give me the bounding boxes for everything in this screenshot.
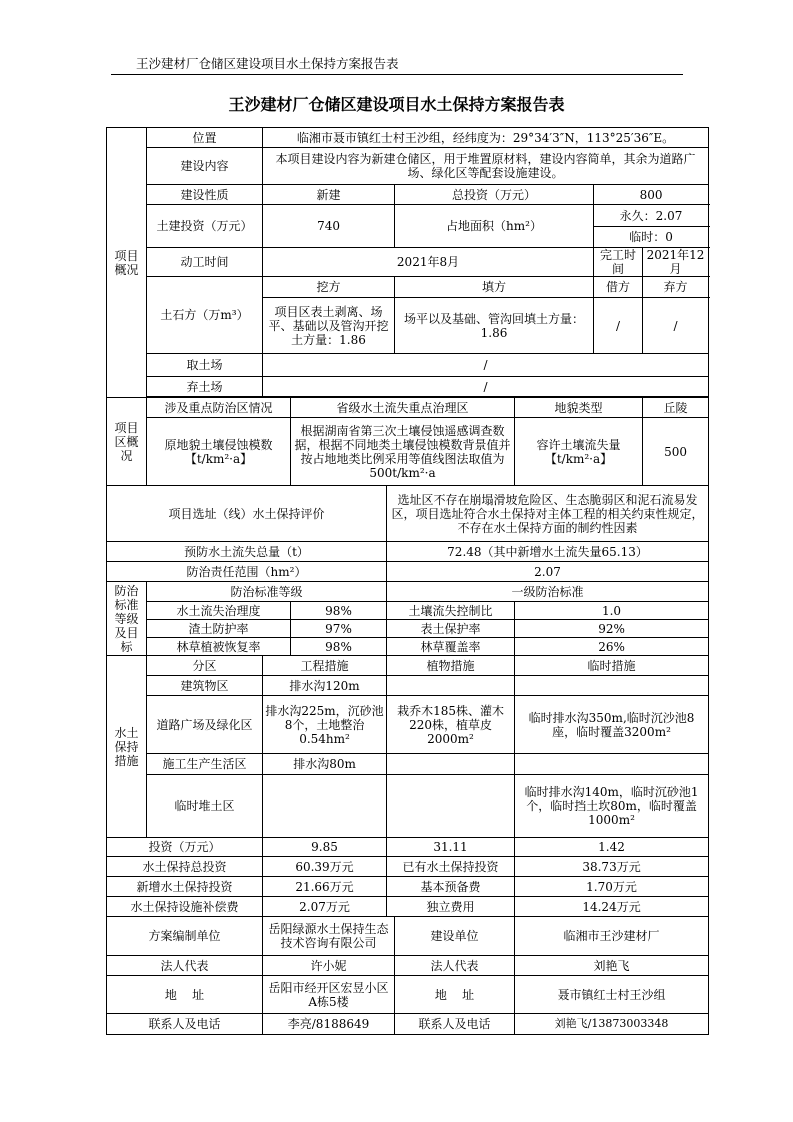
grade-value: 一级防治标准: [387, 582, 709, 602]
landform-label: 地貌类型: [515, 398, 643, 418]
new-invest-value: 21.66万元: [263, 877, 387, 897]
header-rule: [111, 74, 683, 75]
targets-group-label: 防治标准等级及目标: [107, 582, 147, 656]
overview-group-label: 项目概况: [107, 128, 147, 398]
target-value: 92%: [515, 620, 709, 638]
loss-total-value: 72.48（其中新增水土流失量65.13）: [387, 542, 709, 562]
address-value: 聂市镇红士村王沙组: [515, 976, 709, 1014]
measure-temp: [515, 676, 709, 696]
resp-area-label: 防治责任范围（hm²）: [107, 562, 387, 582]
borrow-label: 借方: [594, 277, 643, 298]
report-table: [106, 127, 709, 1035]
site-eval-value: 选址区不存在崩塌滑坡危险区、生态脆弱区和泥石流易发区，项目选址符合水土保持对主体工程的相关约束性规定，不存在水土保持方面的制约性因素: [387, 486, 709, 542]
target-label: 表土保护率: [387, 620, 515, 638]
measure-zone: 道路广场及绿化区: [147, 696, 263, 754]
cut-label: 挖方: [263, 277, 395, 298]
rep-value: 刘艳飞: [515, 956, 709, 976]
area-permanent: 永久：2.07: [594, 205, 709, 227]
fill-value: 场平以及基础、管沟回填土方量：1.86: [395, 298, 594, 354]
comp-fee-value: 2.07万元: [263, 897, 387, 917]
compiler-value: 岳阳绿源水土保持生态技术咨询有限公司: [263, 917, 395, 956]
indep-fee-label: 独立费用: [387, 897, 515, 917]
page-header: 王沙建材厂仓储区建设项目水土保持方案报告表: [136, 56, 399, 71]
measure-eng: 排水沟80m: [263, 754, 387, 775]
end-label: 完工时间: [594, 248, 643, 277]
civil-invest-value: 740: [263, 205, 395, 248]
target-label: 林草植被恢复率: [147, 638, 291, 656]
measure-temp: 临时排水沟140m，临时沉砂池1个，临时挡土坎80m，临时覆盖1000m²: [515, 775, 709, 838]
measure-temp: 临时排水沟350m,临时沉沙池8座，临时覆盖3200m²: [515, 696, 709, 754]
target-label: 渣土防护率: [147, 620, 291, 638]
target-label: 林草覆盖率: [387, 638, 515, 656]
invest-eng: 9.85: [263, 838, 387, 857]
invest-total-label: 总投资（万元）: [395, 185, 594, 205]
zone-group-label: 项目区概况: [107, 398, 147, 486]
erosion-value: 根据湖南省第三次土壤侵蚀遥感调查数据，根据不同地类土壤侵蚀模数背景值并按占地地类比例采用等值线图法取值为500t/km²·a: [291, 418, 515, 486]
location-value: 临湘市聂市镇红士村王沙组，经纬度为：29°34′3″N，113°25′36″E。: [263, 128, 709, 148]
measure-eng: 排水沟225m，沉砂池8个，土地整治0.54hm²: [263, 696, 387, 754]
measure-zone: 临时堆土区: [147, 775, 263, 838]
target-value: 98%: [291, 602, 387, 620]
existing-invest-label: 已有水土保持投资: [387, 857, 515, 877]
measures-group-label: 水土保持措施: [107, 656, 147, 838]
start-label: 动工时间: [147, 248, 263, 277]
location-label: 位置: [147, 128, 263, 148]
landform-value: 丘陵: [643, 398, 709, 418]
measure-eng: [263, 775, 387, 838]
measure-plant: [387, 676, 515, 696]
grade-label: 防治标准等级: [147, 582, 387, 602]
new-invest-label: 新增水土保持投资: [107, 877, 263, 897]
fill-label: 填方: [395, 277, 594, 298]
start-value: 2021年8月: [263, 248, 594, 277]
target-label: 水土流失治理度: [147, 602, 291, 620]
contact-value: 刘艳飞/13873003348: [515, 1014, 709, 1035]
compiler-label: 方案编制单位: [107, 917, 263, 956]
spoil-site-label: 弃土场: [147, 377, 263, 397]
address-value: 岳阳市经开区宏昱小区A栋5楼: [263, 976, 395, 1014]
borrow-site-value: /: [263, 354, 709, 377]
key-area-value: 省级水土流失重点治理区: [291, 398, 515, 418]
measure-temp: [515, 754, 709, 775]
builder-value: 临湘市王沙建材厂: [515, 917, 709, 956]
content-label: 建设内容: [147, 148, 263, 185]
contact-label: 联系人及电话: [395, 1014, 515, 1035]
nature-label: 建设性质: [147, 185, 263, 205]
allow-value: 500: [643, 418, 709, 486]
target-value: 97%: [291, 620, 387, 638]
end-value: 2021年12月: [643, 248, 709, 277]
measure-eng: 排水沟120m: [263, 676, 387, 696]
col-temp-header: 临时措施: [515, 656, 709, 676]
address-label: 地 址: [395, 976, 515, 1014]
target-value: 98%: [291, 638, 387, 656]
existing-invest-value: 38.73万元: [515, 857, 709, 877]
loss-total-label: 预防水土流失总量（t）: [107, 542, 387, 562]
rep-label: 法人代表: [107, 956, 263, 976]
contact-label: 联系人及电话: [107, 1014, 263, 1035]
target-value: 1.0: [515, 602, 709, 620]
measure-plant: 栽乔木185株、灌木220株，植草皮2000m²: [387, 696, 515, 754]
reserve-label: 基本预备费: [387, 877, 515, 897]
key-area-label: 涉及重点防治区情况: [147, 398, 291, 418]
invest-label: 投资（万元）: [107, 838, 263, 857]
invest-plant: 31.11: [387, 838, 515, 857]
indep-fee-value: 14.24万元: [515, 897, 709, 917]
site-eval-label: 项目选址（线）水土保持评价: [107, 486, 387, 542]
col-eng-header: 工程措施: [263, 656, 387, 676]
address-label: 地 址: [107, 976, 263, 1014]
area-temporary: 临时：0: [594, 227, 709, 248]
invest-temp: 1.42: [515, 838, 709, 857]
erosion-label: 原地貌土壤侵蚀模数【t/km²·a】: [147, 418, 291, 486]
total-invest-value: 60.39万元: [263, 857, 387, 877]
borrow-site-label: 取土场: [147, 354, 263, 377]
comp-fee-label: 水土保持设施补偿费: [107, 897, 263, 917]
invest-total-value: 800: [594, 185, 709, 205]
reserve-value: 1.70万元: [515, 877, 709, 897]
allow-label: 容许土壤流失量【t/km²·a】: [515, 418, 643, 486]
rep-value: 许小妮: [263, 956, 395, 976]
cut-value: 项目区表土剥离、场平、基础以及管沟开挖土方量：1.86: [263, 298, 395, 354]
civil-invest-label: 土建投资（万元）: [147, 205, 263, 248]
measure-zone: 建筑物区: [147, 676, 263, 696]
contact-value: 李亮/8188649: [263, 1014, 395, 1035]
area-label: 占地面积（hm²）: [395, 205, 594, 248]
earth-label: 土石方（万m³）: [147, 277, 263, 354]
rep-label: 法人代表: [395, 956, 515, 976]
spoil-site-value: /: [263, 377, 709, 397]
total-invest-label: 水土保持总投资: [107, 857, 263, 877]
measure-plant: [387, 754, 515, 775]
spoil-value: /: [643, 298, 709, 354]
borrow-value: /: [594, 298, 643, 354]
col-zone-header: 分区: [147, 656, 263, 676]
measure-plant: [387, 775, 515, 838]
measure-zone: 施工生产生活区: [147, 754, 263, 775]
nature-value: 新建: [263, 185, 395, 205]
page-title: 王沙建材厂仓储区建设项目水土保持方案报告表: [228, 95, 565, 114]
builder-label: 建设单位: [395, 917, 515, 956]
resp-area-value: 2.07: [387, 562, 709, 582]
target-value: 26%: [515, 638, 709, 656]
col-plant-header: 植物措施: [387, 656, 515, 676]
content-value: 本项目建设内容为新建仓储区，用于堆置原材料，建设内容简单，其余为道路广场、绿化区等配套设施建设。: [263, 148, 709, 185]
spoil-label: 弃方: [643, 277, 709, 298]
target-label: 土壤流失控制比: [387, 602, 515, 620]
